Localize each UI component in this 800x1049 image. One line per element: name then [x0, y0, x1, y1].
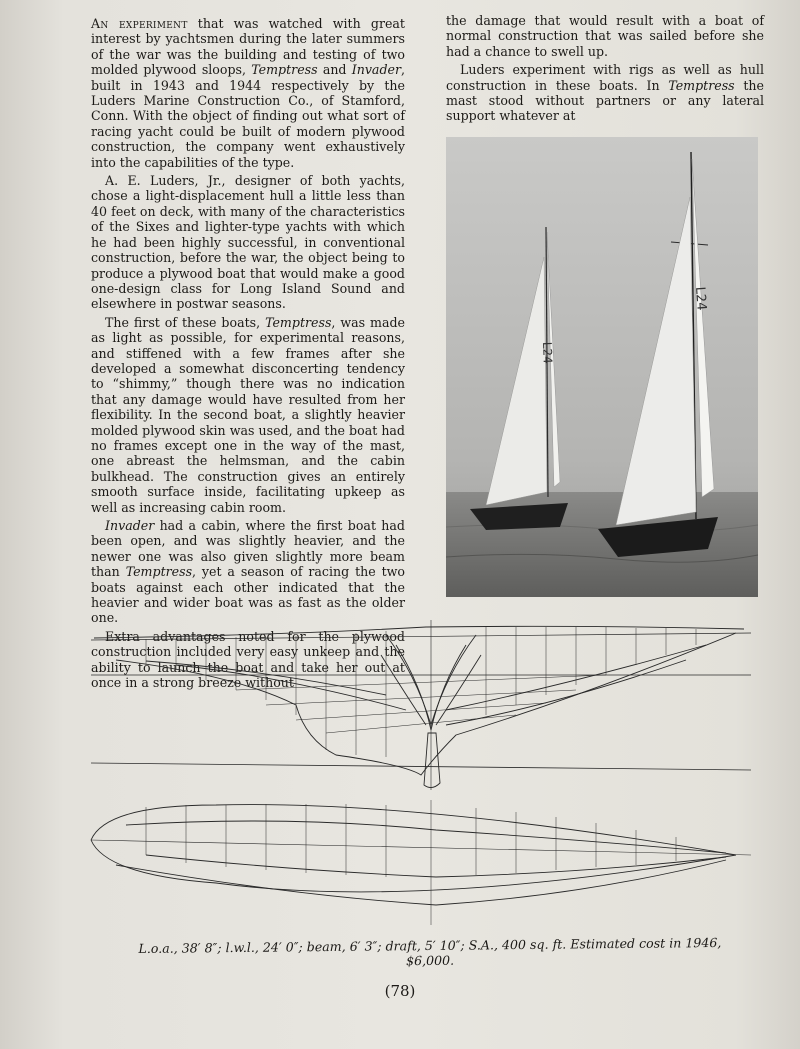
- text: , built in 1943 and 1944 respectively by the Luders Marine Construction Co., of Stamford, Conn. With the object of finding out what sort of racing yacht could be built of modern plywood construction, the company went exhaustively into the capabilities of the type.: [91, 62, 405, 170]
- page-number: (78): [384, 982, 416, 1000]
- text: Luders experiment with rigs as well as hull construction in these boats. In: [446, 62, 764, 93]
- hull-lines-drawing: [86, 615, 756, 930]
- sailboats-photo: [446, 137, 758, 597]
- lead-in: An experiment: [91, 16, 188, 31]
- boat-name: Temptress: [668, 77, 735, 93]
- text: The first of these boats,: [105, 314, 266, 330]
- text: that was watched with great interest by yachtsmen during the later summers of the war was the building and testing of two molded plywood sloops,: [91, 16, 405, 78]
- boat-name: Invader: [105, 518, 155, 533]
- boat-name: Invader: [351, 62, 401, 78]
- text: and: [317, 62, 352, 78]
- boat-name: Temptress: [265, 314, 332, 330]
- text: the mast stood without partners or any lateral support whatever at: [446, 77, 764, 124]
- paragraph: the damage that would result with a boat of normal construction that was sailed before she had a chance to swell up.: [446, 13, 764, 59]
- boat-name: Temptress: [251, 62, 318, 78]
- text: , was made as light as possible, for experimental reasons, and stiffened with a few frames after she developed a somewhat disconcerting tendency to “shimmy,” though there was no indication that any damage would have resulted from her flexibility. In the second boat, a slightly heavier molded plywood skin was used, and the boat had no frames except one in the way of the mast, one abreast the helmsman, and the cabin bulkhead. The construction gives an entirely smooth surface inside, facilitating upkeep as well as increasing cabin room.: [91, 314, 405, 515]
- text: , yet a season of racing the two boats against each other indicated that the heavier and wider boat was as fast as the older one.: [91, 564, 405, 626]
- text: had a cabin, where the first boat had been open, and was slightly heavier, and the newer one was also given slightly more beam than: [91, 518, 405, 580]
- paragraph: [91, 16, 405, 170]
- paragraph: [446, 62, 764, 124]
- paragraph: Extra advantages noted for the plywood construction included very easy unkeep and the ability to launch the boat and take her out at once in a strong breeze without: [91, 628, 405, 691]
- left-text-column: [91, 16, 405, 693]
- svg-text:L24: L24: [540, 341, 555, 365]
- svg-text:L24: L24: [692, 286, 709, 312]
- boat-name: Temptress: [125, 564, 193, 580]
- specifications-caption: L.o.a., 38′ 8″; l.w.l., 24′ 0″; beam, 6′ 3″; draft, 5′ 10″; S.A., 400 sq. ft. Estimated cost in 1946, $6,000.: [138, 934, 722, 969]
- paragraph: A. E. Luders, Jr., designer of both yachts, chose a light-displacement hull a little less than 40 feet on deck, with many of the characteristics of the Sixes and lighter-type yachts with which he had been highly successful, in conventional construction, before the war, the object being to produce a plywood boat that would make a good one-design class for Long Island Sound and elsewhere in postwar seasons.: [91, 173, 405, 312]
- paragraph: [91, 315, 405, 515]
- right-text-column: [446, 13, 764, 127]
- paragraph: [91, 518, 405, 626]
